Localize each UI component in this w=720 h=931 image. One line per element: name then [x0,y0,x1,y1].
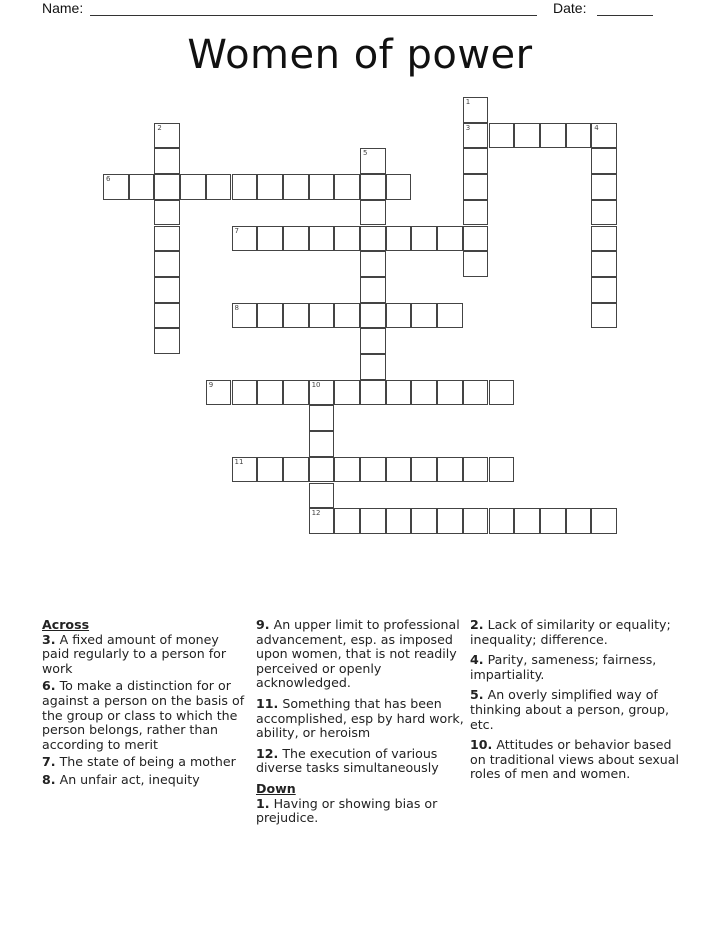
clue-across-9: 9. An upper limit to professional advancement, esp. as imposed upon women, that is not readily perceived or openly acknowledged. [256,617,460,691]
grid-cell[interactable] [591,251,617,277]
clue-across-8: 8. An unfair act, inequity [42,771,200,787]
grid-cell[interactable] [591,174,617,200]
grid-cell[interactable] [540,123,566,149]
grid-cell[interactable] [283,174,309,200]
clue-number: 12 [311,509,321,518]
grid-cell[interactable] [463,174,489,200]
grid-cell[interactable] [360,277,386,303]
grid-cell[interactable] [463,380,489,406]
grid-cell[interactable] [463,123,489,149]
grid-cell[interactable] [309,380,335,406]
clue-number: 6 [106,175,111,184]
grid-cell[interactable] [591,277,617,303]
date-label: Date: [553,0,587,16]
grid-cell[interactable] [360,251,386,277]
grid-cell[interactable] [309,405,335,431]
grid-cell[interactable] [334,303,360,329]
grid-cell[interactable] [437,380,463,406]
grid-cell[interactable] [463,97,489,123]
grid-cell[interactable] [309,508,335,534]
grid-cell[interactable] [154,251,180,277]
grid-cell[interactable] [154,200,180,226]
grid-cell[interactable] [591,123,617,149]
grid-cell[interactable] [360,380,386,406]
grid-cell[interactable] [360,508,386,534]
grid-cell[interactable] [334,174,360,200]
grid-cell[interactable] [309,303,335,329]
clue-number: 5 [363,149,368,158]
grid-cell[interactable] [591,200,617,226]
across-heading: Across [42,617,90,632]
grid-cell[interactable] [309,483,335,509]
grid-cell[interactable] [257,226,283,252]
grid-cell[interactable] [437,508,463,534]
grid-cell[interactable] [489,380,515,406]
grid-cell[interactable] [437,303,463,329]
grid-cell[interactable] [360,148,386,174]
grid-cell[interactable] [232,174,258,200]
grid-cell[interactable] [334,226,360,252]
grid-cell[interactable] [154,328,180,354]
grid-cell[interactable] [463,200,489,226]
grid-cell[interactable] [489,457,515,483]
grid-cell[interactable] [591,508,617,534]
grid-cell[interactable] [257,457,283,483]
grid-cell[interactable] [489,508,515,534]
grid-cell[interactable] [386,174,412,200]
grid-cell[interactable] [180,174,206,200]
grid-cell[interactable] [386,380,412,406]
clues-column-1 [42,618,247,791]
grid-cell[interactable] [154,303,180,329]
grid-cell[interactable] [514,123,540,149]
clue-down-5: 5. An overly simplified way of thinking about a person, group, etc. [470,687,669,732]
grid-cell[interactable] [232,303,258,329]
grid-cell[interactable] [489,123,515,149]
clue-number: 9 [208,380,214,389]
clue-down-4: 4. Parity, sameness; fairness, impartiality. [470,652,657,682]
grid-cell[interactable] [334,508,360,534]
clue-down-10: 10. Attitudes or behavior based on traditional views about sexual roles of men and women. [470,737,680,782]
grid-cell[interactable] [386,457,412,483]
grid-cell[interactable] [386,508,412,534]
grid-cell[interactable] [463,251,489,277]
grid-cell[interactable] [154,123,180,149]
clue-number: 3 [465,123,471,132]
clue-number: 1 [465,98,471,106]
clue-across-12: 12. The execution of various diverse tasks simultaneously [256,745,439,776]
clue-across-6: 6. To make a distinction for or against a person on the basis of the group or class to which the person belongs, rather than according to merit [42,678,245,752]
grid-cell[interactable] [154,226,180,252]
grid-cell[interactable] [129,174,155,200]
grid-cell[interactable] [103,174,129,200]
grid-cell[interactable] [566,123,592,149]
clue-number: 7 [234,226,239,235]
grid-cell[interactable] [257,303,283,329]
grid-cell[interactable] [334,457,360,483]
grid-cell[interactable] [206,380,232,406]
grid-cell[interactable] [360,200,386,226]
clue-number: 8 [234,303,239,312]
grid-cell[interactable] [232,226,258,252]
grid-cell[interactable] [463,226,489,252]
name-label: Name: [42,0,84,16]
grid-cell[interactable] [206,174,232,200]
down-heading: Down [256,780,296,796]
grid-cell[interactable] [283,380,309,406]
clue-number: 2 [157,123,162,132]
grid-cell[interactable] [463,508,489,534]
grid-cell[interactable] [514,508,540,534]
grid-cell[interactable] [360,226,386,252]
grid-cell[interactable] [154,174,180,200]
grid-cell[interactable] [309,174,335,200]
grid-cell[interactable] [437,226,463,252]
clue-down-2: 2. Lack of similarity or equality; inequality; difference. [470,617,671,647]
grid-cell[interactable] [386,303,412,329]
grid-cell[interactable] [154,277,180,303]
grid-cell[interactable] [360,354,386,380]
grid-cell[interactable] [463,457,489,483]
grid-cell[interactable] [283,303,309,329]
clue-across-3: 3. A fixed amount of money paid regularly to a person for work [42,631,227,676]
grid-cell[interactable] [540,508,566,534]
clue-down-1: 1. Having or showing bias or prejudice. [256,795,438,826]
grid-cell[interactable] [360,328,386,354]
grid-cell[interactable] [283,226,309,252]
grid-cell[interactable] [411,380,437,406]
grid-cell[interactable] [309,226,335,252]
grid-cell[interactable] [566,508,592,534]
grid-cell[interactable] [283,457,309,483]
clue-number: 4 [594,123,599,132]
page-title: Women of power [187,32,533,78]
clues-column-3 [470,618,685,785]
grid-cell[interactable] [309,431,335,457]
grid-cell[interactable] [360,174,386,200]
grid-cell[interactable] [463,148,489,174]
grid-cell[interactable] [591,303,617,329]
grid-cell[interactable] [232,457,258,483]
grid-cell[interactable] [437,457,463,483]
grid-cell[interactable] [257,380,283,406]
grid-cell[interactable] [360,303,386,329]
grid-cell[interactable] [257,174,283,200]
clue-number: 10 [311,380,321,389]
grid-cell[interactable] [411,457,437,483]
clue-number: 11 [234,457,244,466]
grid-cell[interactable] [154,148,180,174]
grid-cell[interactable] [411,508,437,534]
grid-cell[interactable] [360,457,386,483]
clue-across-7: 7. The state of being a mother [42,754,236,770]
grid-cell[interactable] [309,457,335,483]
grid-cell[interactable] [411,303,437,329]
grid-cell[interactable] [334,380,360,406]
grid-cell[interactable] [591,148,617,174]
grid-cell[interactable] [232,380,258,406]
grid-cell[interactable] [386,226,412,252]
clue-across-11: 11. Something that has been accomplished, esp by hard work, ability, or heroism [256,695,464,741]
clues-column-2 [256,618,466,829]
grid-cell[interactable] [591,226,617,252]
grid-cell[interactable] [411,226,437,252]
